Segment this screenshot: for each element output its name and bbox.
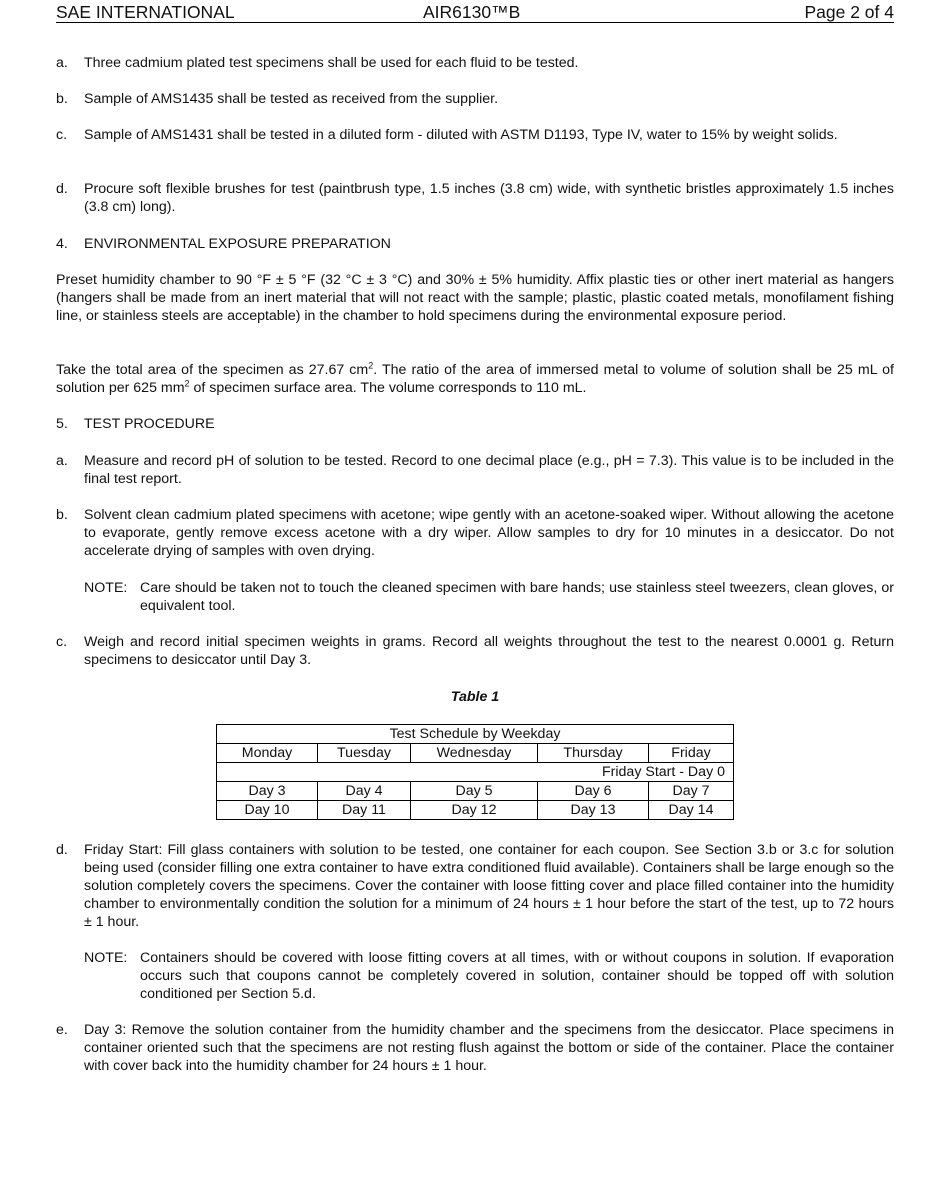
header-org: SAE INTERNATIONAL	[56, 2, 235, 22]
day-header: Friday	[649, 744, 734, 763]
item-label: c.	[56, 127, 68, 143]
schedule-table	[216, 724, 734, 820]
item-label: d.	[56, 181, 68, 197]
section-4-heading	[56, 235, 894, 253]
procedure-item-e	[56, 1021, 894, 1075]
procedure-item-c	[56, 633, 894, 669]
table-cell: Day 14	[649, 801, 734, 820]
procedure-item-b	[56, 506, 894, 560]
table-cell: Day 5	[411, 782, 538, 801]
para-text: Take the total area of the specimen as 27.67 cm	[56, 362, 369, 378]
table-cell: Day 7	[649, 782, 734, 801]
para-text: . The ratio of the area of immersed metal to volume of solution shall be 25 mL of solution per 625 mm	[56, 362, 894, 396]
day-header: Tuesday	[318, 744, 411, 763]
section-number: 4.	[56, 236, 68, 252]
procedure-item-d	[56, 841, 894, 931]
item-label: a.	[56, 55, 68, 71]
note-label: NOTE:	[84, 950, 128, 966]
prep-item-b	[56, 90, 894, 108]
day-header: Wednesday	[411, 744, 538, 763]
item-text: Measure and record pH of solution to be tested. Record to one decimal place (e.g., pH = 7.3). This value is to be included in the final test report.	[84, 453, 894, 487]
start-note: Friday Start - Day 0	[217, 763, 734, 782]
section-title: ENVIRONMENTAL EXPOSURE PREPARATION	[84, 236, 391, 252]
table-row	[217, 725, 734, 744]
table-row	[217, 801, 734, 820]
item-text: Sample of AMS1435 shall be tested as received from the supplier.	[84, 91, 499, 107]
table-cell: Day 4	[318, 782, 411, 801]
item-label: c.	[56, 634, 68, 650]
table-row	[217, 744, 734, 763]
header-doc-number: AIR6130™B	[423, 2, 521, 22]
note-text: Containers should be covered with loose fitting covers at all times, with or without coupons in solution. If evaporation occurs such that coupons cannot be completely covered in solution, container should be topped off with solution conditioned per Section 5.d.	[140, 950, 894, 1002]
table-cell: Day 3	[217, 782, 318, 801]
item-label: d.	[56, 842, 68, 858]
section-5-heading	[56, 415, 894, 433]
section-number: 5.	[56, 416, 68, 432]
note-2	[84, 949, 894, 1003]
item-label: b.	[56, 507, 68, 523]
item-text: Weigh and record initial specimen weights in grams. Record all weights throughout the test to the nearest 0.0001 g. Return specimens to desiccator until Day 3.	[84, 634, 894, 668]
table-title: Test Schedule by Weekday	[217, 725, 734, 744]
item-label: e.	[56, 1022, 68, 1038]
note-1	[84, 579, 894, 615]
item-label: b.	[56, 91, 68, 107]
item-text: Three cadmium plated test specimens shall be used for each fluid to be tested.	[84, 55, 579, 71]
note-label: NOTE:	[84, 580, 128, 596]
table-cell: Day 11	[318, 801, 411, 820]
superscript: 2	[368, 360, 374, 371]
table-cell: Day 10	[217, 801, 318, 820]
table-cell: Day 13	[538, 801, 649, 820]
prep-item-a	[56, 54, 894, 72]
item-text: Sample of AMS1431 shall be tested in a diluted form - diluted with ASTM D1193, Type IV, water to 15% by weight solids.	[84, 127, 838, 143]
section-4-paragraph-1: Preset humidity chamber to 90 °F ± 5 °F (32 °C ± 3 °C) and 30% ± 5% humidity. Affix plastic ties or other inert material as hangers (hangers shall be made from an inert material that will not react with the sample; plastic, plastic coated metals, monofilament fishing line, or stainless steels are acceptable) in the chamber to hold specimens during the environmental exposure period.	[56, 272, 894, 324]
table-caption: Table 1	[450, 689, 500, 705]
day-header: Monday	[217, 744, 318, 763]
header-page-number: Page 2 of 4	[804, 2, 894, 22]
table-cell: Day 12	[411, 801, 538, 820]
table-row	[217, 782, 734, 801]
superscript: 2	[184, 378, 190, 389]
section-title: TEST PROCEDURE	[84, 416, 215, 432]
item-text: Solvent clean cadmium plated specimens with acetone; wipe gently with an acetone-soaked wiper. Without allowing the acetone to evaporate, gently remove excess acetone with a dry wiper. Allow samples to dry for 10 minutes in a desiccator. Do not accelerate drying of samples with oven drying.	[84, 507, 894, 559]
day-header: Thursday	[538, 744, 649, 763]
item-text: Day 3: Remove the solution container from the humidity chamber and the specimens from the desiccator. Place specimens in container oriented such that the specimens are not resting flush against the bottom or side of the container. Place the container with cover back into the humidity chamber for 24 hours ± 1 hour.	[84, 1022, 894, 1074]
section-4-paragraph-2	[56, 361, 894, 397]
item-text: Procure soft flexible brushes for test (paintbrush type, 1.5 inches (3.8 cm) wide, with synthetic bristles approximately 1.5 inches (3.8 cm) long).	[84, 181, 894, 215]
page-header	[56, 2, 894, 23]
prep-item-c	[56, 126, 894, 144]
note-text: Care should be taken not to touch the cleaned specimen with bare hands; use stainless steel tweezers, clean gloves, or equivalent tool.	[140, 580, 894, 614]
table-cell: Day 6	[538, 782, 649, 801]
item-text: Friday Start: Fill glass containers with solution to be tested, one container for each coupon. See Section 3.b or 3.c for solution being used (consider filling one extra container to have extra conditioned fluid available). Containers shall be large enough so the solution completely covers the specimens. Cover the container with loose fitting cover and place filled container into the humidity chamber to environmentally condition the solution for a minimum of 24 hours ± 1 hour before the start of the test, up to 72 hours ± 1 hour.	[84, 842, 894, 930]
procedure-item-a	[56, 452, 894, 488]
prep-item-d	[56, 180, 894, 216]
item-label: a.	[56, 453, 68, 469]
para-text: of specimen surface area. The volume corresponds to 110 mL.	[189, 380, 587, 396]
table-row	[217, 763, 734, 782]
